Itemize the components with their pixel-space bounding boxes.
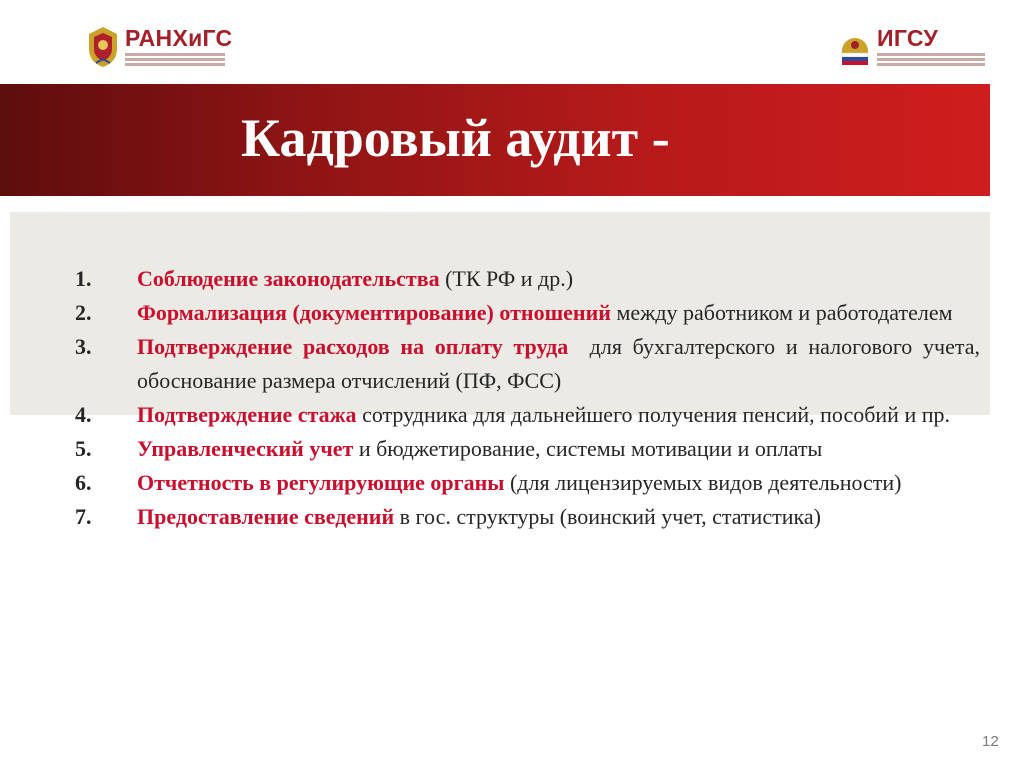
list-item-highlight: Подтверждение стажа <box>137 402 357 427</box>
list-item <box>75 296 980 330</box>
list-item <box>75 262 980 296</box>
slide-title: Кадровый аудит - <box>241 108 670 168</box>
list-item-detail: между работником и работодателем <box>610 300 953 325</box>
list-item <box>75 330 986 398</box>
list-item <box>75 398 980 432</box>
igsu-logo-subtitle <box>877 53 985 68</box>
list-item-text <box>137 330 986 398</box>
igsu-logo <box>838 22 985 72</box>
list-item-highlight: Отчетность в регулирующие органы <box>137 470 505 495</box>
list-item-highlight: Предоставление сведений <box>137 504 395 529</box>
list-item <box>75 500 980 534</box>
list-item-number: 3. <box>75 334 92 359</box>
list-item-detail: для бухгалтерского и налогового учета, обоснование размера отчислений (ПФ, ФСС) <box>137 334 986 393</box>
ranepa-logo-subtitle <box>125 53 232 68</box>
list-item-detail: (ТК РФ и др.) <box>439 266 574 291</box>
list-item-number: 4. <box>75 402 92 427</box>
audit-list <box>75 262 986 534</box>
page-number: 12 <box>982 733 999 750</box>
list-item-text <box>137 432 980 466</box>
list-item-highlight: Соблюдение законодательства <box>137 266 440 291</box>
list-item-number: 5. <box>75 436 92 461</box>
list-item-text <box>137 398 980 432</box>
ranepa-logo <box>86 22 232 72</box>
list-item <box>75 432 980 466</box>
list-item-text <box>137 262 980 296</box>
list-item-text <box>137 296 980 330</box>
list-item-text <box>137 500 980 534</box>
list-item-number: 1. <box>75 266 92 291</box>
list-item-text <box>137 466 980 500</box>
list-item <box>75 466 980 500</box>
ranepa-emblem-icon <box>86 25 120 69</box>
list-item-highlight: Управленческий учет <box>137 436 354 461</box>
list-item-detail: сотрудника для дальнейшего получения пенсий, пособий и пр. <box>356 402 951 427</box>
list-item-number: 2. <box>75 300 92 325</box>
list-item-detail: (для лицензируемых видов деятельности) <box>504 470 902 495</box>
list-item-number: 7. <box>75 504 92 529</box>
igsu-logo-name: ИГСУ <box>877 25 939 51</box>
ranepa-logo-name: РАНХиГС <box>125 25 233 51</box>
list-item-number: 6. <box>75 470 92 495</box>
igsu-emblem-icon <box>838 25 872 69</box>
list-item-highlight: Формализация (документирование) отношений <box>137 300 611 325</box>
list-item-detail: в гос. структуры (воинский учет, статистика) <box>394 504 821 529</box>
list-item-detail: и бюджетирование, системы мотивации и оплаты <box>353 436 823 461</box>
list-item-highlight: Подтверждение расходов на оплату труда <box>137 334 569 359</box>
